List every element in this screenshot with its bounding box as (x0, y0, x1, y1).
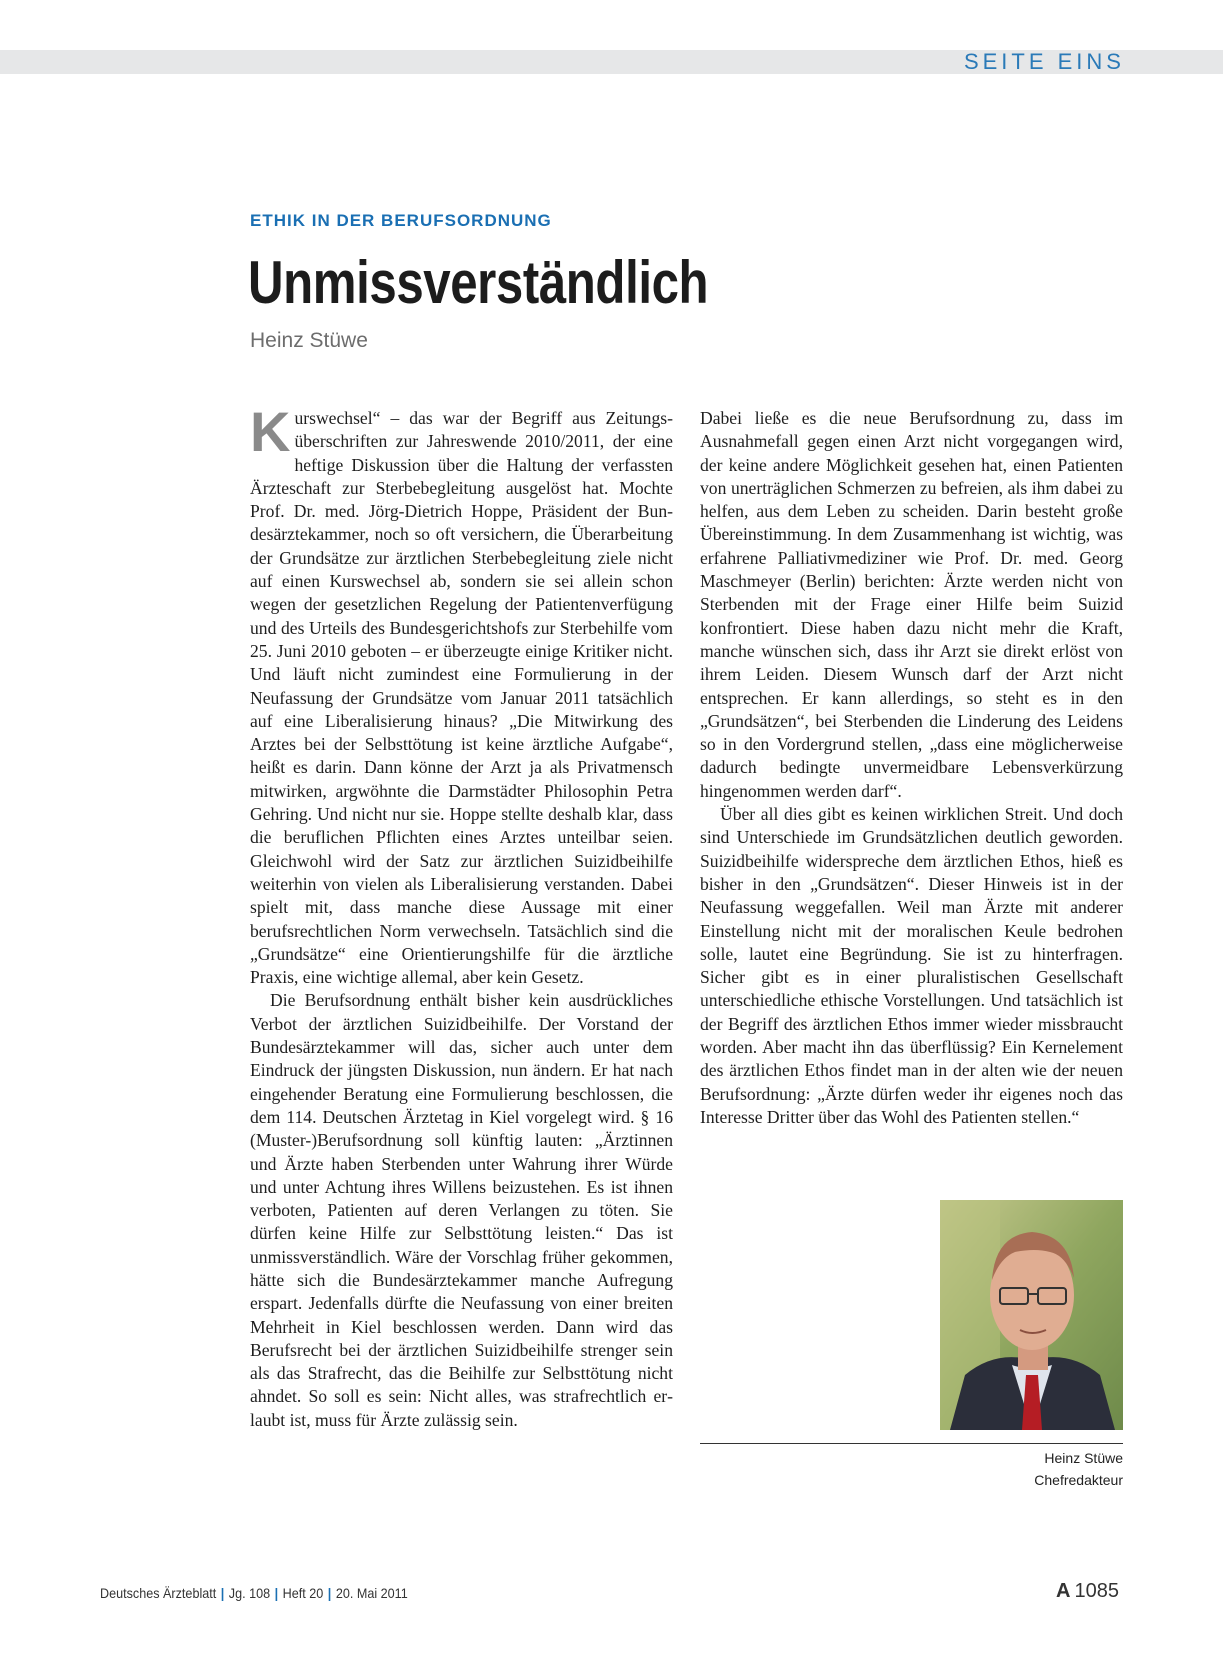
drop-cap: K (250, 400, 291, 463)
paragraph (250, 400, 673, 989)
journal-issue: Heft 20 (282, 1585, 324, 1601)
paragraph: Über all dies gibt es keinen wirklichen Streit. Und doch sind Unterschiede im Grundsätzlichen deutlich geworden. Suizidbeihilfe widerspreche dem ärztlichen Ethos, hieß es bisher in den „Grundsätzen“. Dieser Hinweis ist in der Neufassung weggefallen. Weil man Ärzte mit anderer Einstellung nicht mit der moralischen Keule bedrohen solle, lautet eine Begründung. Sie ist zu hinterfragen. Sicher gibt es in einer pluralistischen Gesellschaft unterschiedliche ethische Vorstellungen. Und tatsächlich ist der Begriff des ärztlichen Ethos immer wieder missbraucht worden. Aber macht ihn das überflüssig? Ein Kernelement des ärztlichen Ethos findet man in der alten wie der neuen Berufsordnung: „Ärzte dürfen weder ihr eigenes noch das Interesse Dritter über das Wohl des Patienten stellen.“ (700, 804, 1123, 1127)
page-number (1056, 1580, 1119, 1603)
author-portrait (940, 1200, 1123, 1430)
left-column (250, 400, 673, 1432)
portrait-caption (1034, 1447, 1123, 1491)
caption-rule (700, 1443, 1123, 1444)
separator: | (274, 1585, 279, 1601)
caption-name: Heinz Stüwe (1044, 1450, 1123, 1466)
right-column (700, 407, 1123, 1129)
journal-volume: Jg. 108 (228, 1585, 271, 1601)
journal-date: 20. Mai 2011 (335, 1585, 408, 1601)
journal-name: Deutsches Ärzteblatt (100, 1585, 217, 1601)
page-number-value: 1085 (1074, 1580, 1119, 1602)
paragraph-text: urswechsel“ – das war der Begriff aus Zeitungsüberschriften zur Jahreswende 2010/2011, der eine heftige Diskussion über die Haltung der verfassten Ärzteschaft zur Sterbebegleitung ausgelöst hat. Mochte Prof. Dr. med. Jörg-Dietrich Hoppe, Präsident der Bundesärztekammer, noch so oft versichern, die Überarbeitung der Grundsätze zur ärztlichen Sterbebegleitung ziele nicht auf einen Kurswechsel ab, sondern sie sei allein schon wegen der gesetzlichen Regelung der Patientenverfügung und des Urteils des Bundesgerichtshofs zur Sterbehilfe vom 25. Juni 2010 geboten – er überzeugte einige Kritiker nicht. Und läuft nicht zumindest eine Formulierung in der Neufassung der Grundsätze vom Januar 2011 tatsächlich auf eine Liberalisierung hinaus? „Die Mitwirkung des Arztes bei der Selbsttötung ist keine ärztliche Aufgabe“, heißt es darin. Dann könne der Arzt ja als Privatmensch mitwirken, argwöhnte die Darmstädter Philosophin Petra Gehring. Und nicht nur sie. Hoppe stellte deshalb klar, dass die beruflichen Pflichten eines Arztes unteilbar seien. Gleichwohl wird der Satz zur ärztlichen Suizidbeihilfe weiterhin von vielen als Liberalisierung verstanden. Dabei spielt mit, dass manche diese Aussage mit einer berufsrechtlichen Norm verwechseln. Tatsächlich sind die „Grundsätze“ eine Orientierungshilfe für die ärztliche Praxis, eine wichtige allemal, aber kein Gesetz. (250, 408, 673, 988)
article-author: Heinz Stüwe (250, 329, 368, 352)
article-kicker: ETHIK IN DER BERUFSORDNUNG (250, 211, 552, 230)
page-prefix: A (1056, 1580, 1071, 1602)
footer-citation (100, 1585, 408, 1601)
section-label: SEITE EINS (963, 49, 1125, 74)
caption-role: Chefredakteur (1034, 1472, 1123, 1488)
article-title: Unmissverständlich (248, 249, 709, 316)
separator: | (220, 1585, 225, 1601)
portrait-image (940, 1200, 1123, 1430)
paragraph: Die Berufsordnung enthält bisher kein ausdrückliches Verbot der ärztlichen Suizidbeihilfe. Der Vorstand der Bundesärztekammer will das, sicher auch unter dem Eindruck der jüngsten Diskussion, nun ändern. Er hat nach eingehender Beratung eine Formulierung beschlossen, die dem 114. Deutschen Ärztetag in Kiel vorgelegt wird. § 16 (Muster-)Berufsordnung soll künftig lauten: „Ärztinnen und Ärzte haben Sterbenden unter Wahrung ihrer Würde und unter Achtung ihres Willens beizustehen. Es ist ihnen verboten, Patienten auf deren Verlangen zu töten. Sie dürfen keine Hilfe zur Selbsttötung leisten.“ Das ist unmissverständlich. Wäre der Vorschlag früher gekommen, hätte sich die Bundesärztekammer manche Aufregung erspart. Jedenfalls dürfte die Neufassung von einer breiten Mehrheit in Kiel beschlossen werden. Dann wird das Berufsrecht bei der ärztlichen Suizidbeihilfe strenger sein als das Strafrecht, das die Beihilfe zur Selbsttötung nicht ahndet. So soll es sein: Nicht alles, was strafrechtlich erlaubt ist, muss für Ärzte zulässig sein. (250, 990, 673, 1430)
paragraph: Dabei ließe es die neue Berufsordnung zu, dass im Ausnahmefall gegen einen Arzt nicht vorgegangen wird, der keine andere Möglichkeit gesehen hat, einen Patienten von unerträglichen Schmerzen zu befreien, als ihm dabei zu helfen, aus dem Leben zu scheiden. Darin besteht große Übereinstimmung. In dem Zusammenhang ist wichtig, was erfahrene Palliativmediziner wie Prof. Dr. med. Georg Maschmeyer (Berlin) berichten: Ärzte werden nicht von Sterbenden mit der Frage einer Hilfe beim Suizid konfrontiert. Diese haben dazu nicht mehr die Kraft, manche wünschen sich, dass ihr Arzt sie direkt erlöst von ihrem Leiden. Diesem Wunsch darf der Arzt nicht entsprechen. Er kann allerdings, so steht es in den „Grundsätzen“, bei Sterbenden die Linderung des Leidens so in den Vordergrund stellen, „dass eine möglicherweise dadurch bedingte unvermeidbare Lebensverkürzung hingenommen werden darf“. (700, 408, 1123, 801)
separator: | (327, 1585, 332, 1601)
